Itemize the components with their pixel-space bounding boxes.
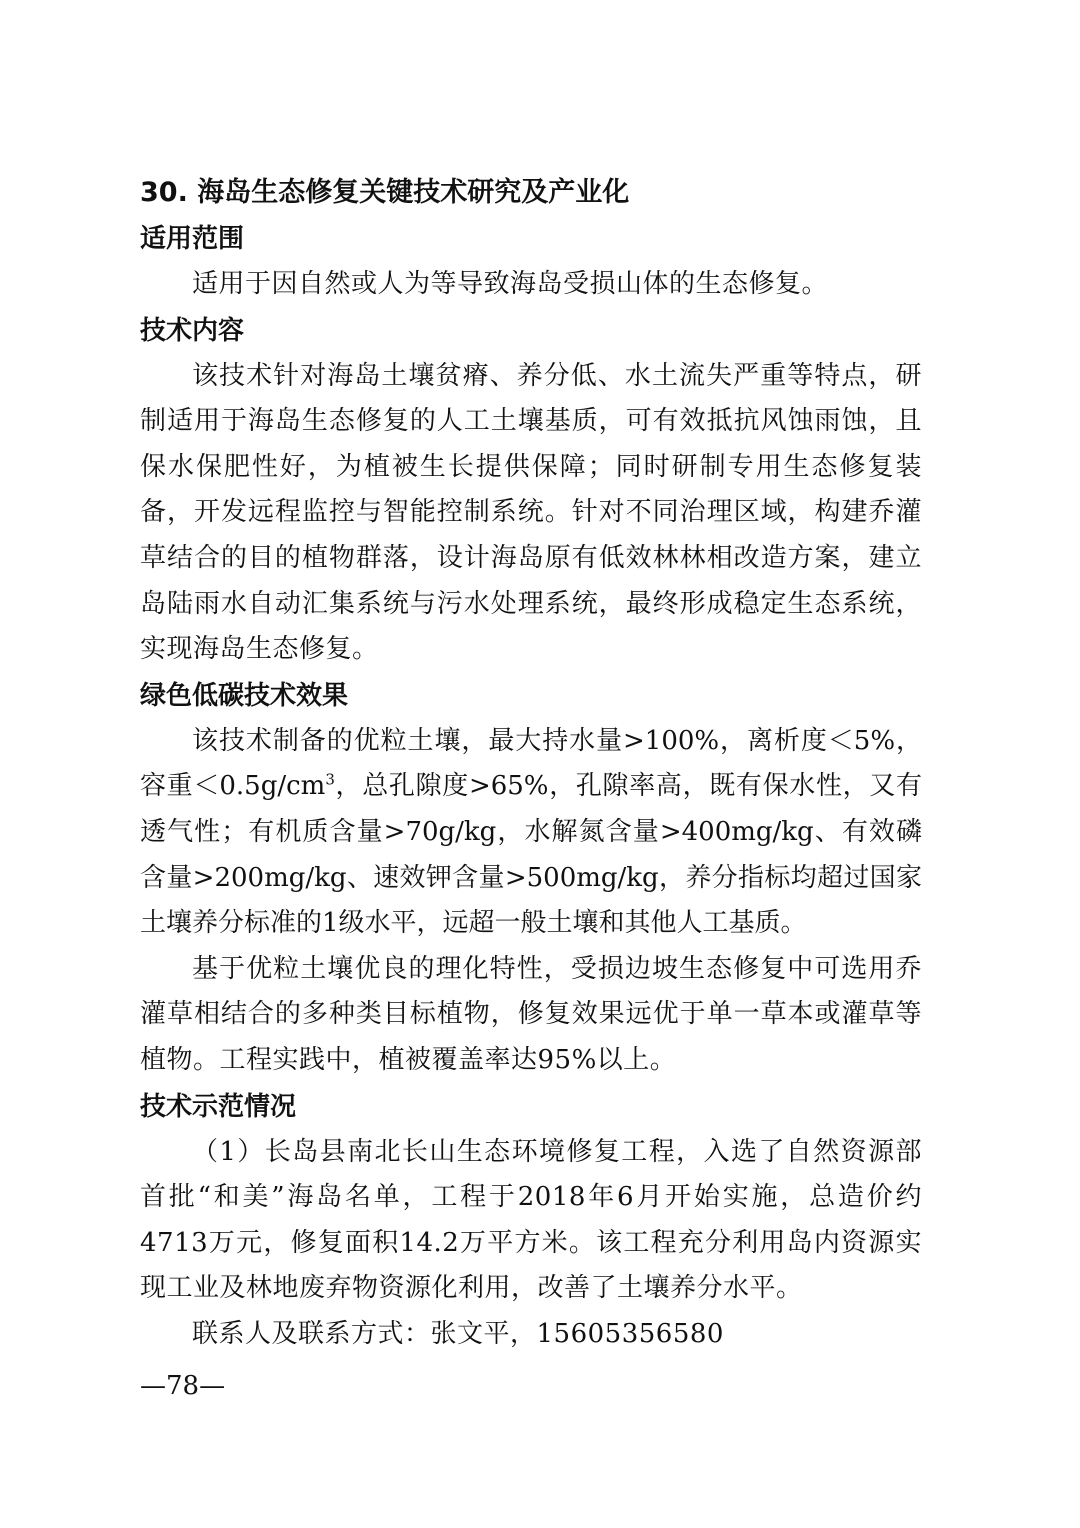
effect-paragraph-1-end: ，总孔隙度>65%，孔隙率高，既有保水性，又有透气性；有机质含量>70g/kg，水解氮含量>400mg/kg、有效磷含量>200mg/kg、速效钾含量>500mg/kg，养分指标均超过国家土壤养分标准的1级水平，远超一般土壤和其他人工基质。 [140,771,923,939]
superscript-cubic: 3 [325,770,335,789]
content-paragraph: 该技术针对海岛土壤贫瘠、养分低、水土流失严重等特点，研制适用于海岛生态修复的人工土壤基质，可有效抵抗风蚀雨蚀，且保水保肥性好，为植被生长提供保障；同时研制专用生态修复装备，开发远程监控与智能控制系统。针对不同治理区域，构建乔灌草结合的目的植物群落，设计海岛原有低效林林相改造方案，建立岛陆雨水自动汇集系统与污水处理系统，最终形成稳定生态系统，实现海岛生态修复。 [140,360,922,665]
effect-paragraph-1-start: 该技术制备的优粒土壤，最大持水量>100%，离析度＜5%，容重＜0.5g/cm [140,725,922,802]
scope-paragraph: 适用于因自然或人为等导致海岛受损山体的生态修复。 [192,269,829,299]
effect-paragraph-2: 基于优粒土壤优良的理化特性，受损边坡生态修复中可选用乔灌草相结合的多种类目标植物，修复效果远优于单一草本或灌草等植物。工程实践中，植被覆盖率达95%以上。 [140,953,922,1075]
section-heading-content: 技术内容 [140,315,245,346]
effect-paragraph-1 [140,719,922,947]
section-heading-demo: 技术示范情况 [140,1091,297,1122]
page-number: —78— [140,1371,226,1401]
document-title: 30. 海岛生态修复关键技术研究及产业化 [140,177,630,208]
demo-paragraph: （1）长岛县南北长山生态环境修复工程，入选了自然资源部首批“和美”海岛名单，工程于2018年6月开始实施，总造价约4713万元，修复面积14.2万平方米。该工程充分利用岛内资源实现工业及林地废弃物资源化利用，改善了土壤养分水平。 [140,1136,922,1304]
section-heading-scope: 适用范围 [140,224,245,254]
section-heading-effect: 绿色低碳技术效果 [140,680,349,711]
contact-paragraph: 联系人及联系方式：张文平，15605356580 [192,1318,724,1349]
document-body [140,170,922,1357]
